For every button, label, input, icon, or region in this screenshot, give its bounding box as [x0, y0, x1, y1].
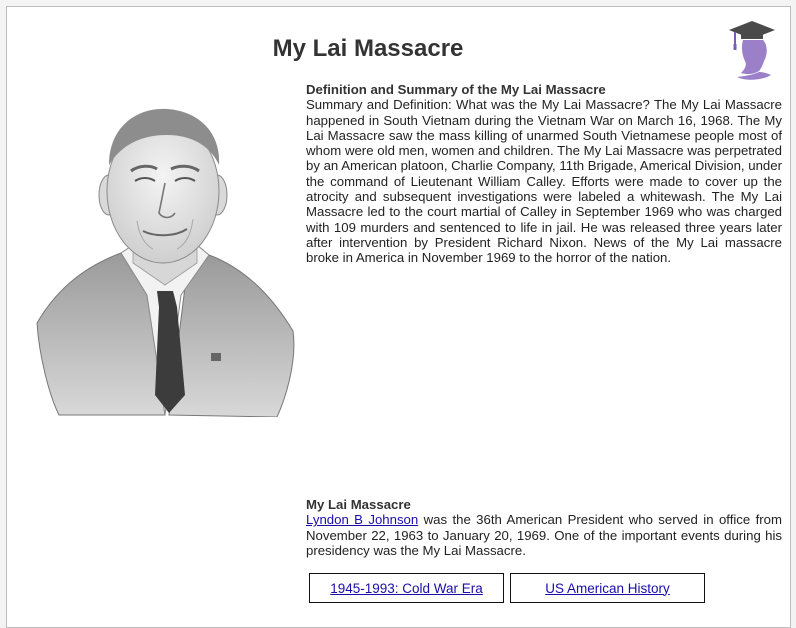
- graduation-cap-logo-icon: [727, 19, 777, 83]
- definition-paragraph: Summary and Definition: What was the My Lai Massacre? The My Lai Massacre happened in South Vietnam during the Vietnam War on March 16, 1968. The My Lai Massacre saw the mass killing of unarmed South Vietnamese people most of whom were old men, women and children. The My Lai Massacre was perpetrated by an American platoon, Charlie Company, 11th Brigade, Americal Division, under the command of Lieutenant William Calley. Efforts were made to cover up the atrocity and subsequent investigations were labeled a whitewash. The My Lai Massacre led to the court martial of Calley in September 1969 who was charged with 109 murders and sentenced to life in jail. He was released three years later after intervention by President Richard Nixon. News of the My Lai massacre broke in America in November 1969 to the horror of the nation.: [306, 97, 782, 266]
- president-section: [306, 497, 782, 558]
- us-american-history-button[interactable]: [510, 573, 705, 603]
- us-american-history-link[interactable]: US American History: [545, 580, 670, 596]
- page-title: My Lai Massacre: [272, 35, 464, 62]
- cold-war-era-button[interactable]: [309, 573, 504, 603]
- definition-section: [306, 82, 782, 266]
- lyndon-johnson-link[interactable]: Lyndon B Johnson: [306, 512, 419, 528]
- president-portrait-sketch: [29, 95, 301, 417]
- president-paragraph: [306, 512, 782, 558]
- president-paragraph-text: was the 36th American President who served in office from November 22, 1963 to January 20, 1969. One of the important events during his presidency was the My Lai Massacre.: [306, 512, 782, 558]
- definition-heading: Definition and Summary of the My Lai Massacre: [306, 82, 606, 97]
- page-container: [6, 6, 791, 628]
- cold-war-era-link[interactable]: 1945-1993: Cold War Era: [330, 580, 483, 596]
- president-heading: My Lai Massacre: [306, 497, 411, 512]
